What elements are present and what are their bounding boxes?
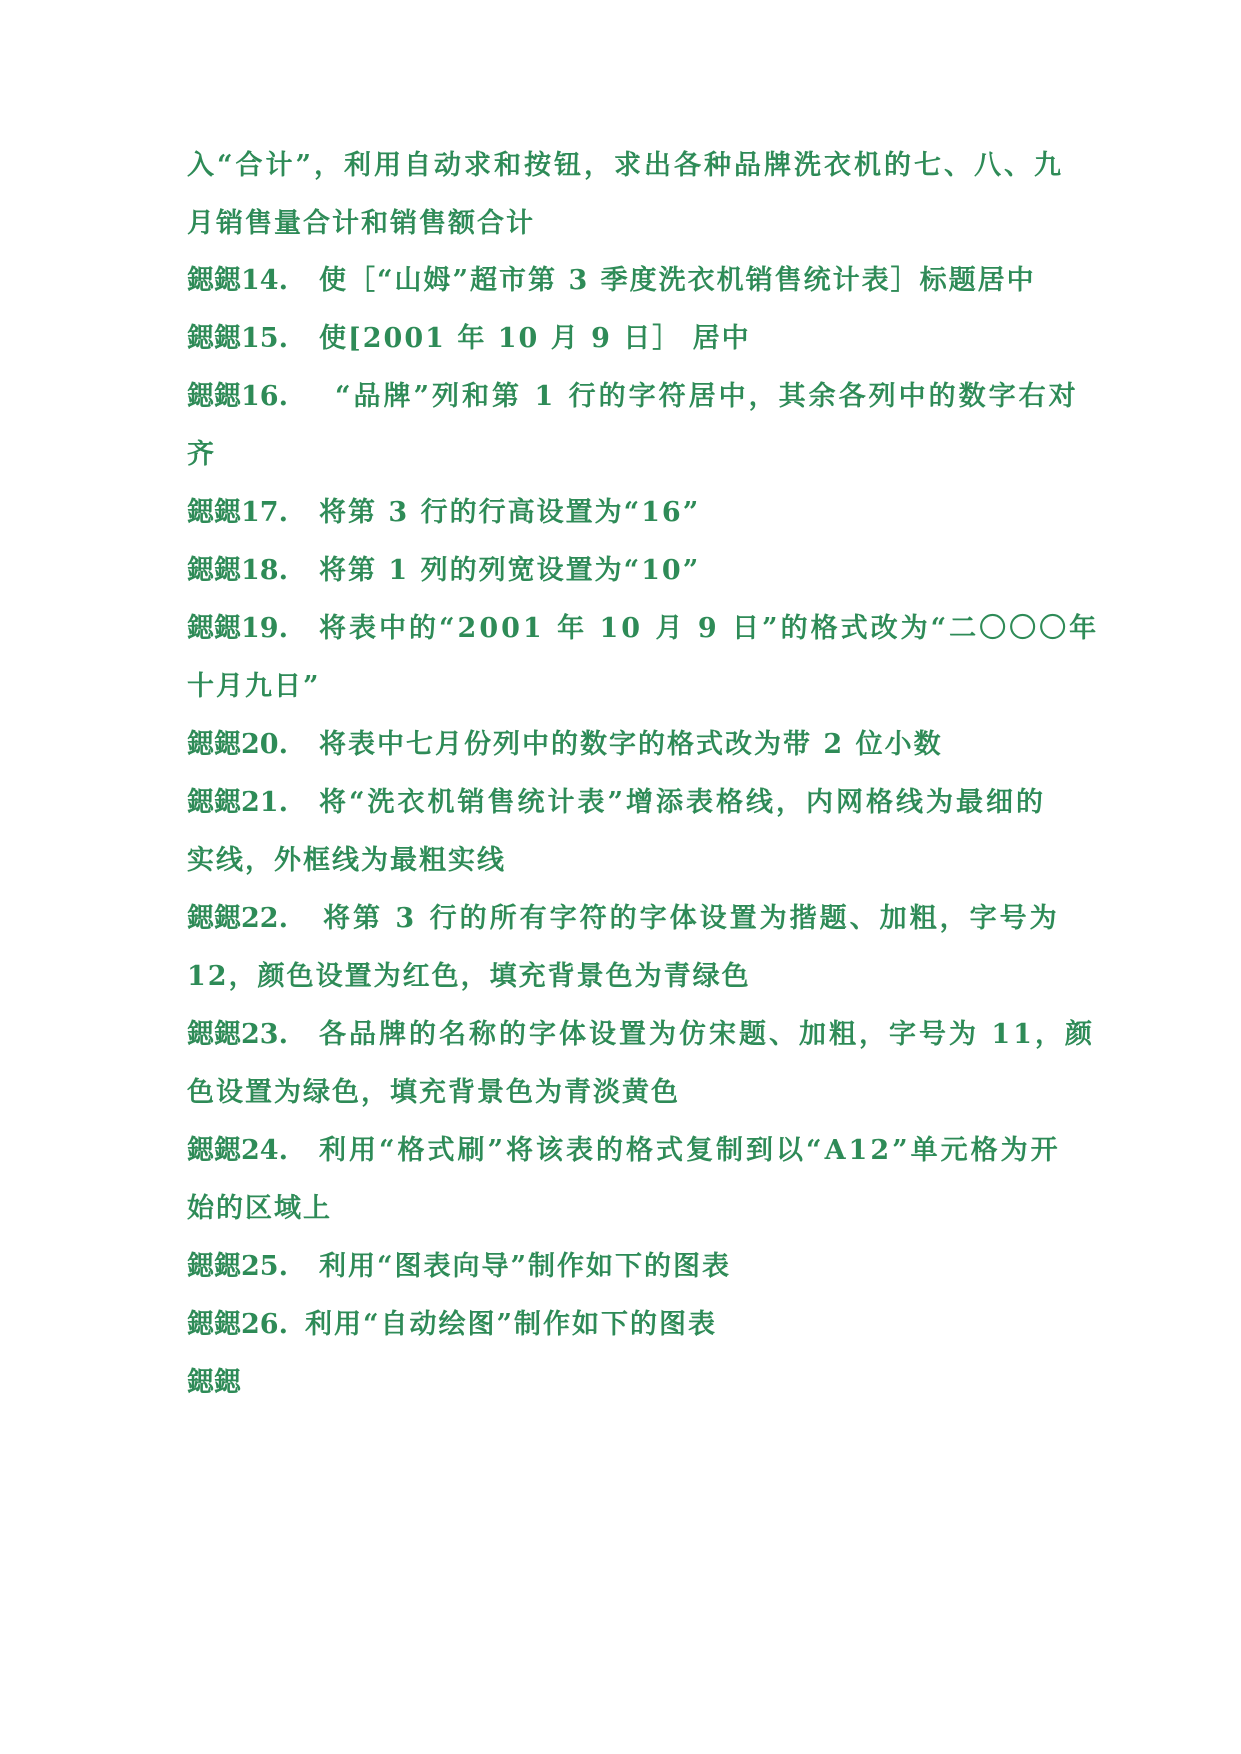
list-item-number: 鍶鍶19.: [187, 613, 288, 644]
list-item-number: 鍶鍶20.: [187, 729, 288, 760]
list-item-number: 鍶鍶21.: [187, 787, 288, 818]
list-item-text: 将第 1 列的列宽设置为“10”: [319, 555, 701, 586]
list-item-text: 利用“格式刷”将该表的格式复制到以“A12”单元格为开: [319, 1135, 1061, 1166]
list-item-15: [187, 315, 1067, 363]
list-item-text-continuation: 齐: [187, 439, 216, 470]
continuation-text-2: 月销售量合计和销售额合计: [187, 208, 535, 239]
list-item-number: 鍶鍶22.: [187, 903, 288, 934]
list-item-text: 将第 3 行的所有字符的字体设置为揩题、加粗，字号为: [323, 903, 1060, 934]
list-item-14: [187, 257, 1067, 305]
list-item-text: 使[2001 年 10 月 9 日］ 居中: [319, 323, 751, 354]
list-item-number: 鍶鍶17.: [187, 497, 288, 528]
list-item-number: 鍶鍶18.: [187, 555, 288, 586]
list-item-16-continuation: [187, 431, 1067, 479]
list-item-24: [187, 1127, 1067, 1175]
list-item-22: [187, 895, 1067, 943]
list-item-16: [187, 373, 1079, 421]
list-item-19: [187, 605, 1100, 653]
continuation-line-2: [187, 200, 1067, 248]
continuation-line-1: [187, 142, 1067, 190]
list-item-number: 鍶鍶15.: [187, 323, 288, 354]
list-item-text: 将表中的“2001 年 10 月 9 日”的格式改为“二〇〇〇年: [319, 613, 1100, 644]
list-item-number: 鍶鍶: [187, 1367, 241, 1398]
list-item-number: 鍶鍶23.: [187, 1019, 288, 1050]
list-item-20: [187, 721, 1067, 769]
list-item-17: [187, 489, 1067, 537]
list-item-text: 利用“图表向导”制作如下的图表: [319, 1251, 732, 1282]
continuation-text-1: 入“合计”，利用自动求和按钮，求出各种品牌洗衣机的七、八、九: [187, 150, 1065, 181]
list-item-number: 鍶鍶25.: [187, 1251, 288, 1282]
list-item-text: 将表中七月份列中的数字的格式改为带 2 位小数: [319, 729, 943, 760]
list-item-text-continuation: 12，颜色设置为红色，填充背景色为青绿色: [187, 961, 751, 992]
list-item-text-continuation: 实线，外框线为最粗实线: [187, 845, 506, 876]
list-item-27: [187, 1359, 1067, 1407]
list-item-26: [187, 1301, 1067, 1349]
list-item-number: 鍶鍶26.: [187, 1309, 288, 1340]
list-item-number: 鍶鍶16.: [187, 381, 288, 412]
list-item-text: “品牌”列和第 1 行的字符居中，其余各列中的数字右对: [335, 381, 1079, 412]
list-item-22-continuation: [187, 953, 1067, 1001]
list-item-23: [187, 1011, 1095, 1059]
list-item-25: [187, 1243, 1067, 1291]
list-item-text-continuation: 十月九日”: [187, 671, 321, 702]
list-item-23-continuation: [187, 1069, 1067, 1117]
list-item-text: 各品牌的名称的字体设置为仿宋题、加粗，字号为 11，颜: [319, 1019, 1095, 1050]
list-item-text: 利用“自动绘图”制作如下的图表: [305, 1309, 718, 1340]
list-item-text-continuation: 始的区域上: [187, 1193, 332, 1224]
list-item-text: 将“洗衣机销售统计表”增添表格线，内网格线为最细的: [319, 787, 1047, 818]
list-item-number: 鍶鍶14.: [187, 265, 288, 296]
list-item-number: 鍶鍶24.: [187, 1135, 288, 1166]
list-item-21-continuation: [187, 837, 1067, 885]
list-item-text: 将第 3 行的行高设置为“16”: [319, 497, 701, 528]
list-item-18: [187, 547, 1067, 595]
list-item-21: [187, 779, 1067, 827]
list-item-24-continuation: [187, 1185, 1067, 1233]
list-item-19-continuation: [187, 663, 1067, 711]
list-item-text: 使［“山姆”超市第 3 季度洗衣机销售统计表］标题居中: [319, 265, 1036, 296]
list-item-text-continuation: 色设置为绿色，填充背景色为青淡黄色: [187, 1077, 680, 1108]
